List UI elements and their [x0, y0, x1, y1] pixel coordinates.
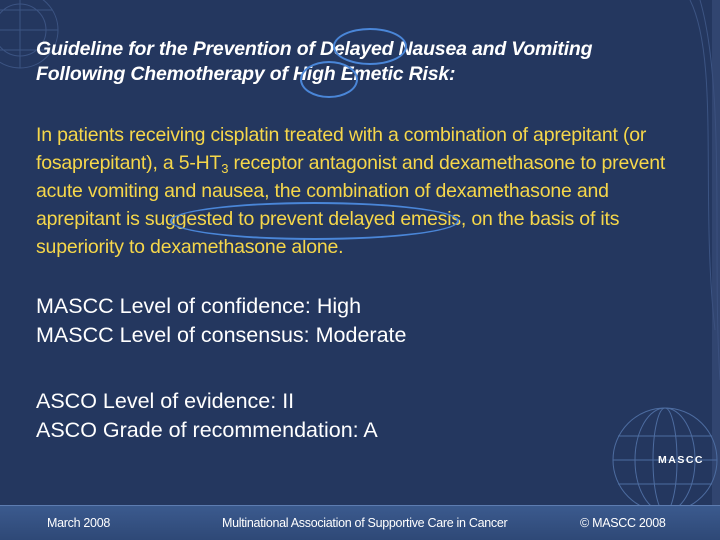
asco-levels [36, 387, 378, 445]
highlight-oval-delayed [333, 28, 407, 65]
mascc-consensus: MASCC Level of consensus: Moderate [36, 323, 407, 347]
guideline-text-part-2: receptor antagonist and dexamethasone to prevent acute vomiting and nausea, the combination of dexamethasone and aprepitant is suggested to prevent delayed emesis, on the basis of its superiority to dexamethasone alone. [36, 152, 666, 258]
title-line-2: Following Chemotherapy of High Emetic Risk: [36, 63, 456, 85]
highlight-oval-high [300, 61, 358, 98]
title-line-1: Guideline for the Prevention of Delayed Nausea and Vomiting [36, 38, 593, 60]
highlight-oval-dexamethasone-aprepitant [170, 202, 459, 240]
mascc-logo-text: MASCC [658, 454, 704, 466]
asco-evidence: ASCO Level of evidence: II [36, 389, 295, 413]
mascc-confidence: MASCC Level of confidence: High [36, 294, 362, 318]
mascc-levels [36, 292, 406, 350]
footer-copyright: © MASCC 2008 [580, 516, 666, 530]
footer-bar [0, 505, 720, 540]
guideline-text [36, 121, 696, 261]
subscript-3: 3 [221, 161, 229, 176]
asco-grade: ASCO Grade of recommendation: A [36, 418, 378, 442]
footer-date: March 2008 [47, 516, 111, 530]
guideline-text-part-1: In patients receiving cisplatin treated with a combination of aprepitant (or fosaprepitant), a 5-HT [36, 124, 647, 174]
footer-organization: Multinational Association of Supportive Care in Cancer [222, 516, 508, 530]
